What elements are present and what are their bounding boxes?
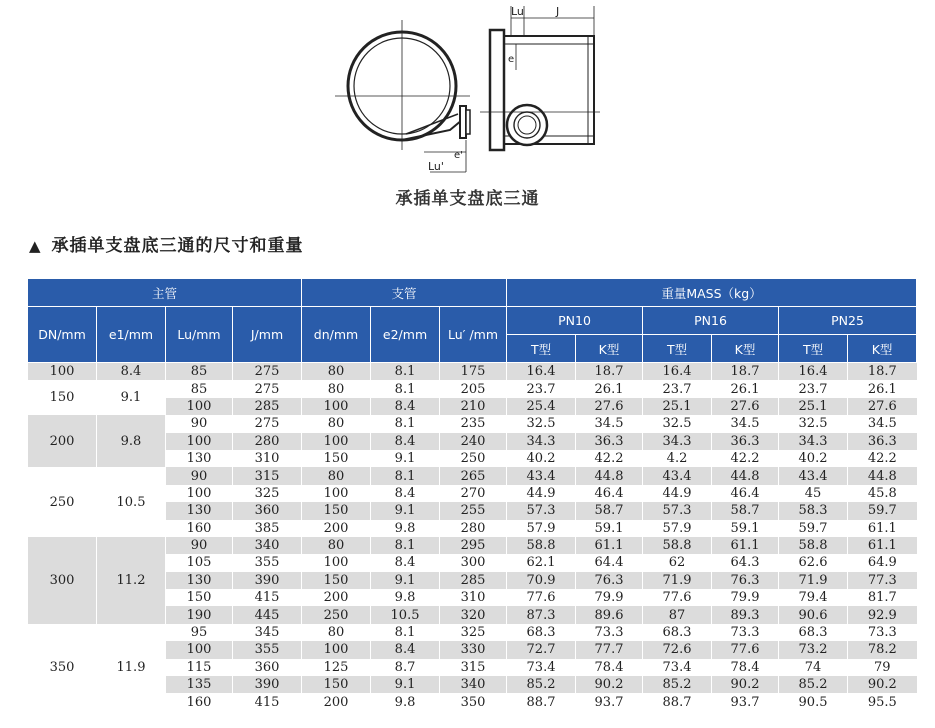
table-cell: 44.8: [712, 467, 779, 484]
col-e2: e2/mm: [371, 307, 440, 363]
table-cell: 58.7: [712, 502, 779, 519]
table-cell: 95.5: [848, 693, 917, 710]
table-cell: 64.9: [848, 554, 917, 571]
table-cell: 235: [440, 415, 507, 432]
table-cell: 18.7: [576, 363, 643, 381]
table-cell: 85.2: [507, 676, 576, 693]
table-cell: 77.6: [507, 589, 576, 606]
table-cell: 9.1: [371, 676, 440, 693]
table-cell: 90.5: [779, 693, 848, 710]
table-row: [28, 363, 917, 381]
table-cell: 34.3: [779, 433, 848, 450]
table-cell: 89.3: [712, 606, 779, 623]
table-cell: 79.4: [779, 589, 848, 606]
triangle-bullet-icon: ▲: [29, 237, 42, 255]
table-cell: 43.4: [507, 467, 576, 484]
drawing-caption: 承插单支盘底三通: [395, 189, 540, 209]
table-cell: 88.7: [507, 693, 576, 710]
table-cell: 8.1: [371, 467, 440, 484]
col-dn-branch: dn/mm: [302, 307, 371, 363]
table-cell: 125: [302, 659, 371, 676]
section-title-text: 承插单支盘底三通的尺寸和重量: [51, 236, 304, 256]
table-cell: 40.2: [779, 450, 848, 467]
table-cell: 150: [302, 572, 371, 589]
table-cell: 68.3: [643, 624, 712, 641]
table-cell: 44.9: [643, 485, 712, 502]
table-cell: 150: [302, 450, 371, 467]
table-cell: 8.4: [371, 433, 440, 450]
table-cell: 78.4: [712, 659, 779, 676]
table-cell: 285: [233, 398, 302, 415]
table-cell: 93.7: [712, 693, 779, 710]
table-cell: 77.6: [643, 589, 712, 606]
table-cell: 27.6: [712, 398, 779, 415]
dimension-weight-table: [27, 278, 917, 711]
table-cell: 36.3: [712, 433, 779, 450]
table-cell: 71.9: [779, 572, 848, 589]
table-cell: 355: [233, 554, 302, 571]
table-cell: 150: [166, 589, 233, 606]
table-cell: 250: [302, 606, 371, 623]
table-cell: 325: [440, 624, 507, 641]
table-cell: 61.1: [848, 520, 917, 537]
col-lu-prime: Lu′ /mm: [440, 307, 507, 363]
table-cell: 79.9: [712, 589, 779, 606]
table-cell: 85: [166, 363, 233, 381]
table-cell: 90: [166, 415, 233, 432]
table-cell: 77.7: [576, 641, 643, 658]
table-cell: 415: [233, 589, 302, 606]
col-lu: Lu/mm: [166, 307, 233, 363]
col-pn25: PN25: [779, 307, 917, 335]
table-cell: 46.4: [712, 485, 779, 502]
table-cell: 280: [233, 433, 302, 450]
table-cell: 300: [440, 554, 507, 571]
table-cell: 355: [233, 641, 302, 658]
table-cell: 360: [233, 502, 302, 519]
table-cell: 32.5: [779, 415, 848, 432]
table-cell: 100: [166, 641, 233, 658]
table-cell: 320: [440, 606, 507, 623]
cell-e1: 8.4: [97, 363, 166, 381]
table-cell: 70.9: [507, 572, 576, 589]
table-cell: 27.6: [576, 398, 643, 415]
table-cell: 80: [302, 537, 371, 554]
table-cell: 80: [302, 624, 371, 641]
table-cell: 345: [233, 624, 302, 641]
table-cell: 72.6: [643, 641, 712, 658]
table-cell: 340: [440, 676, 507, 693]
table-cell: 295: [440, 537, 507, 554]
table-cell: 265: [440, 467, 507, 484]
table-cell: 73.2: [779, 641, 848, 658]
table-cell: 25.1: [643, 398, 712, 415]
table-cell: 23.7: [779, 380, 848, 397]
col-pn25-t: T型: [779, 335, 848, 363]
table-cell: 9.8: [371, 589, 440, 606]
table-cell: 61.1: [848, 537, 917, 554]
table-cell: 100: [302, 433, 371, 450]
table-cell: 95: [166, 624, 233, 641]
col-j: J/mm: [233, 307, 302, 363]
table-cell: 61.1: [712, 537, 779, 554]
table-cell: 8.1: [371, 363, 440, 381]
table-cell: 78.4: [576, 659, 643, 676]
header-weight: 重量MASS（kg）: [507, 279, 917, 307]
table-row: [28, 380, 917, 397]
table-cell: 57.3: [643, 502, 712, 519]
table-cell: 34.5: [848, 415, 917, 432]
table-cell: 34.5: [712, 415, 779, 432]
table-cell: 270: [440, 485, 507, 502]
table-cell: 200: [302, 693, 371, 710]
col-pn25-k: K型: [848, 335, 917, 363]
table-cell: 57.9: [507, 520, 576, 537]
table-cell: 73.3: [576, 624, 643, 641]
table-cell: 34.3: [643, 433, 712, 450]
table-cell: 285: [440, 572, 507, 589]
table-cell: 74: [779, 659, 848, 676]
table-cell: 100: [302, 485, 371, 502]
table-cell: 135: [166, 676, 233, 693]
cell-dn: 100: [28, 363, 97, 381]
table-cell: 8.4: [371, 485, 440, 502]
label-lu: Lu: [511, 5, 524, 18]
cell-dn: 250: [28, 467, 97, 537]
table-cell: 46.4: [576, 485, 643, 502]
table-cell: 42.2: [848, 450, 917, 467]
cell-dn: 200: [28, 415, 97, 467]
table-cell: 25.1: [779, 398, 848, 415]
table-cell: 325: [233, 485, 302, 502]
table-cell: 445: [233, 606, 302, 623]
table-cell: 100: [166, 433, 233, 450]
table-cell: 175: [440, 363, 507, 381]
table-cell: 78.2: [848, 641, 917, 658]
table-cell: 85.2: [779, 676, 848, 693]
table-cell: 9.1: [371, 572, 440, 589]
table-cell: 26.1: [712, 380, 779, 397]
table-cell: 390: [233, 572, 302, 589]
table-cell: 330: [440, 641, 507, 658]
table-cell: 80: [302, 380, 371, 397]
table-cell: 64.3: [712, 554, 779, 571]
col-pn16-k: K型: [712, 335, 779, 363]
table-cell: 100: [166, 398, 233, 415]
table-cell: 58.8: [779, 537, 848, 554]
table-cell: 100: [302, 554, 371, 571]
table-cell: 77.6: [712, 641, 779, 658]
label-e: e: [508, 54, 515, 65]
table-cell: 61.1: [576, 537, 643, 554]
header-branch-pipe: 支管: [302, 279, 507, 307]
table-cell: 34.3: [507, 433, 576, 450]
table-cell: 27.6: [848, 398, 917, 415]
table-cell: 10.5: [371, 606, 440, 623]
col-pn10-t: T型: [507, 335, 576, 363]
table-cell: 44.8: [576, 467, 643, 484]
table-cell: 77.3: [848, 572, 917, 589]
table-cell: 310: [440, 589, 507, 606]
table-cell: 90.2: [576, 676, 643, 693]
table-cell: 88.7: [643, 693, 712, 710]
table-body: [28, 363, 917, 711]
table-cell: 350: [440, 693, 507, 710]
table-cell: 26.1: [576, 380, 643, 397]
table-cell: 160: [166, 520, 233, 537]
table-cell: 200: [302, 520, 371, 537]
table-cell: 44.8: [848, 467, 917, 484]
table-cell: 32.5: [507, 415, 576, 432]
table-cell: 18.7: [712, 363, 779, 381]
section-title: [29, 231, 304, 256]
col-pn16-t: T型: [643, 335, 712, 363]
table-cell: 275: [233, 363, 302, 381]
table-cell: 58.7: [576, 502, 643, 519]
table-cell: 8.4: [371, 554, 440, 571]
table-cell: 105: [166, 554, 233, 571]
table-cell: 42.2: [712, 450, 779, 467]
table-cell: 44.9: [507, 485, 576, 502]
table-row: [28, 537, 917, 554]
table-cell: 64.4: [576, 554, 643, 571]
table-cell: 205: [440, 380, 507, 397]
table-cell: 9.1: [371, 450, 440, 467]
table-cell: 390: [233, 676, 302, 693]
table-row: [28, 415, 917, 432]
table-cell: 315: [233, 467, 302, 484]
table-cell: 76.3: [576, 572, 643, 589]
table-cell: 130: [166, 572, 233, 589]
table-cell: 34.5: [576, 415, 643, 432]
table-cell: 62.1: [507, 554, 576, 571]
table-cell: 73.4: [643, 659, 712, 676]
table-cell: 9.8: [371, 693, 440, 710]
table-cell: 8.1: [371, 415, 440, 432]
cell-e1: 10.5: [97, 467, 166, 537]
table-cell: 58.8: [507, 537, 576, 554]
table-cell: 340: [233, 537, 302, 554]
table-cell: 275: [233, 415, 302, 432]
table-row: [28, 467, 917, 484]
table-cell: 85: [166, 380, 233, 397]
table-cell: 385: [233, 520, 302, 537]
table-cell: 100: [302, 641, 371, 658]
table-cell: 415: [233, 693, 302, 710]
table-cell: 360: [233, 659, 302, 676]
table-cell: 100: [302, 398, 371, 415]
label-j: J: [556, 5, 560, 18]
table-cell: 92.9: [848, 606, 917, 623]
col-dn: DN/mm: [28, 307, 97, 363]
col-pn10: PN10: [507, 307, 643, 335]
table-cell: 40.2: [507, 450, 576, 467]
table-cell: 150: [302, 502, 371, 519]
table-cell: 90.2: [848, 676, 917, 693]
table-cell: 9.1: [371, 502, 440, 519]
table-cell: 23.7: [643, 380, 712, 397]
table-cell: 115: [166, 659, 233, 676]
table-cell: 89.6: [576, 606, 643, 623]
table-cell: 87.3: [507, 606, 576, 623]
table-cell: 59.7: [779, 520, 848, 537]
table-cell: 255: [440, 502, 507, 519]
cell-e1: 9.1: [97, 380, 166, 415]
table-cell: 8.1: [371, 624, 440, 641]
table-cell: 42.2: [576, 450, 643, 467]
table-cell: 73.3: [848, 624, 917, 641]
table-cell: 280: [440, 520, 507, 537]
header-main-pipe: 主管: [28, 279, 302, 307]
table-cell: 45: [779, 485, 848, 502]
table-cell: 80: [302, 363, 371, 381]
table-cell: 210: [440, 398, 507, 415]
table-cell: 85.2: [643, 676, 712, 693]
table-cell: 80: [302, 415, 371, 432]
table-cell: 73.3: [712, 624, 779, 641]
table-cell: 310: [233, 450, 302, 467]
table-cell: 315: [440, 659, 507, 676]
table-cell: 9.8: [371, 520, 440, 537]
table-cell: 8.1: [371, 380, 440, 397]
table-cell: 150: [302, 676, 371, 693]
col-pn10-k: K型: [576, 335, 643, 363]
table-cell: 79.9: [576, 589, 643, 606]
table-cell: 240: [440, 433, 507, 450]
cell-e1: 9.8: [97, 415, 166, 467]
table-cell: 59.1: [576, 520, 643, 537]
table-cell: 80: [302, 467, 371, 484]
table-cell: 250: [440, 450, 507, 467]
table-cell: 90: [166, 467, 233, 484]
table-cell: 4.2: [643, 450, 712, 467]
cell-e1: 11.9: [97, 624, 166, 711]
table-cell: 68.3: [779, 624, 848, 641]
table-cell: 58.8: [643, 537, 712, 554]
table-cell: 59.7: [848, 502, 917, 519]
table-cell: 68.3: [507, 624, 576, 641]
table-cell: 8.4: [371, 641, 440, 658]
col-e1: e1/mm: [97, 307, 166, 363]
cell-e1: 11.2: [97, 537, 166, 624]
tee-drawing: [330, 0, 620, 182]
table-cell: 59.1: [712, 520, 779, 537]
cell-dn: 300: [28, 537, 97, 624]
table-cell: 58.3: [779, 502, 848, 519]
table-cell: 32.5: [643, 415, 712, 432]
table-cell: 8.1: [371, 537, 440, 554]
table-cell: 26.1: [848, 380, 917, 397]
table-cell: 130: [166, 450, 233, 467]
table-cell: 160: [166, 693, 233, 710]
table-cell: 190: [166, 606, 233, 623]
table-cell: 79: [848, 659, 917, 676]
table-cell: 57.9: [643, 520, 712, 537]
table-cell: 87: [643, 606, 712, 623]
table-cell: 16.4: [507, 363, 576, 381]
table-cell: 130: [166, 502, 233, 519]
table-cell: 76.3: [712, 572, 779, 589]
table-cell: 8.4: [371, 398, 440, 415]
table-cell: 57.3: [507, 502, 576, 519]
table-cell: 90.2: [712, 676, 779, 693]
table-cell: 36.3: [848, 433, 917, 450]
table-cell: 45.8: [848, 485, 917, 502]
table-cell: 62: [643, 554, 712, 571]
table-cell: 200: [302, 589, 371, 606]
table-cell: 100: [166, 485, 233, 502]
table-cell: 8.7: [371, 659, 440, 676]
table-cell: 72.7: [507, 641, 576, 658]
table-cell: 81.7: [848, 589, 917, 606]
cell-dn: 150: [28, 380, 97, 415]
table-cell: 71.9: [643, 572, 712, 589]
table-cell: 62.6: [779, 554, 848, 571]
col-pn16: PN16: [643, 307, 779, 335]
table-cell: 93.7: [576, 693, 643, 710]
table-cell: 18.7: [848, 363, 917, 381]
table-row: [28, 624, 917, 641]
cell-dn: 350: [28, 624, 97, 711]
table-cell: 275: [233, 380, 302, 397]
table-cell: 90: [166, 537, 233, 554]
label-e-prime: e': [454, 150, 463, 161]
table-cell: 90.6: [779, 606, 848, 623]
table-cell: 16.4: [779, 363, 848, 381]
table-cell: 36.3: [576, 433, 643, 450]
table-cell: 43.4: [779, 467, 848, 484]
label-lu-prime: Lu': [428, 160, 444, 173]
table-cell: 43.4: [643, 467, 712, 484]
table-cell: 16.4: [643, 363, 712, 381]
table-cell: 73.4: [507, 659, 576, 676]
table-cell: 25.4: [507, 398, 576, 415]
table-cell: 23.7: [507, 380, 576, 397]
